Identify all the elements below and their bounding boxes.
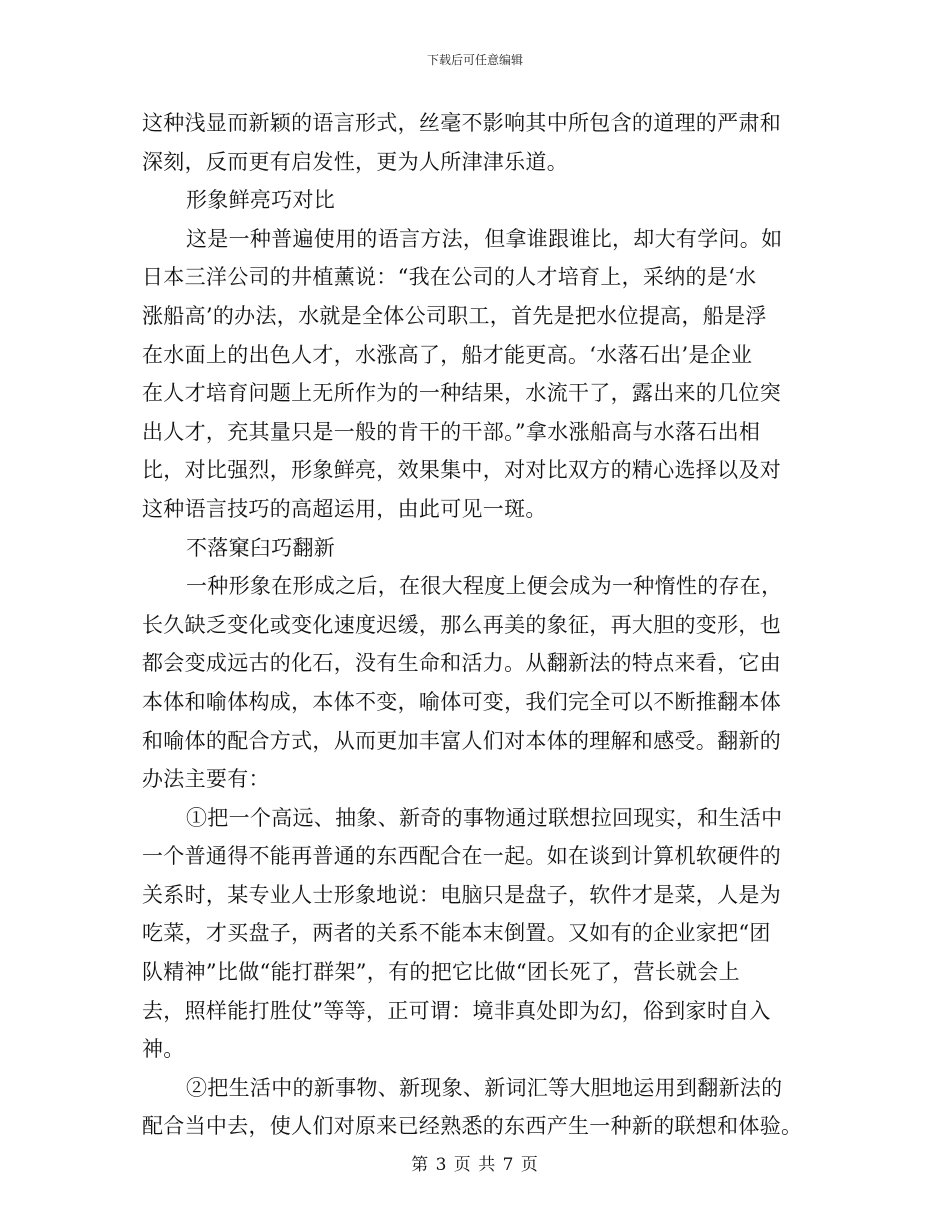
section-heading: 不落窠臼巧翻新	[186, 535, 336, 560]
text-line: 在水面上的出色人才，水涨高了，船才能更高。‘水落石出’是企业	[142, 342, 753, 367]
text-line: 都会变成远古的化石，没有生命和活力。从翻新法的特点来看，它由	[142, 651, 781, 676]
text-line: 队精神”比做“能打群架”，有的把它比做“团长死了，营长就会上	[142, 960, 740, 985]
text-line: 长久缺乏变化或变化速度迟缓，那么再美的象征，再大胆的变形，也	[142, 612, 781, 637]
list-item-text: ②把生活中的新事物、新现象、新词汇等大胆地运用到翻新法的	[186, 1075, 783, 1100]
text-line: 深刻，反而更有启发性，更为人所津津乐道。	[142, 149, 568, 174]
text-line: 去，照样能打胜仗”等等，正可谓：境非真处即为幻，俗到家时自入	[142, 998, 771, 1023]
text-line: 和喻体的配合方式，从而更加丰富人们对本体的理解和感受。翻新的	[142, 728, 781, 753]
text-line: 比，对比强烈，形象鲜亮，效果集中，对对比双方的精心选择以及对	[142, 458, 781, 483]
page-header: 下载后可任意编辑	[426, 53, 523, 67]
section-heading: 形象鲜亮巧对比	[186, 188, 336, 213]
text-line: 这种浅显而新颖的语言形式，丝毫不影响其中所包含的道理的严肃和	[142, 111, 781, 135]
text-line: 神。	[142, 1037, 185, 1062]
text-line: 一个普通得不能再普通的东西配合在一起。如在谈到计算机软硬件的	[142, 844, 781, 869]
text-line: 关系时，某专业人士形象地说：电脑只是盘子，软件才是菜，人是为	[142, 882, 781, 907]
text-line: 出人才，充其量只是一般的肯干的干部。”拿水涨船高与水落石出相	[142, 419, 761, 444]
text-line: 办法主要有：	[142, 767, 270, 792]
text-line: 本体和喻体构成，本体不变，喻体可变，我们完全可以不断推翻本体	[142, 689, 781, 714]
list-item-text: ①把一个高远、抽象、新奇的事物通过联想拉回现实，和生活中	[186, 805, 783, 830]
text-line: 一种形象在形成之后，在很大程度上便会成为一种惰性的存在，	[186, 574, 783, 599]
text-line: 配合当中去，使人们对原来已经熟悉的东西产生一种新的联想和体验。	[142, 1114, 803, 1139]
text-line: 在人才培育问题上无所作为的一种结果，水流干了，露出来的几位突	[142, 381, 781, 406]
text-line: 吃菜，才买盘子，两者的关系不能本末倒置。又如有的企业家把“团	[142, 921, 771, 946]
text-line: 涨船高’的办法，水就是全体公司职工，首先是把水位提高，船是浮	[142, 303, 767, 328]
page-number: 第 3 页 共 7 页	[411, 1155, 539, 1175]
text-line: 这种语言技巧的高超运用，由此可见一斑。	[142, 496, 547, 521]
text-line: 这是一种普遍使用的语言方法，但拿谁跟谁比，却大有学问。如	[186, 226, 783, 251]
text-line: 日本三洋公司的井植薰说：“我在公司的人才培育上，采纳的是‘水	[142, 265, 757, 290]
document-body	[142, 104, 812, 1146]
